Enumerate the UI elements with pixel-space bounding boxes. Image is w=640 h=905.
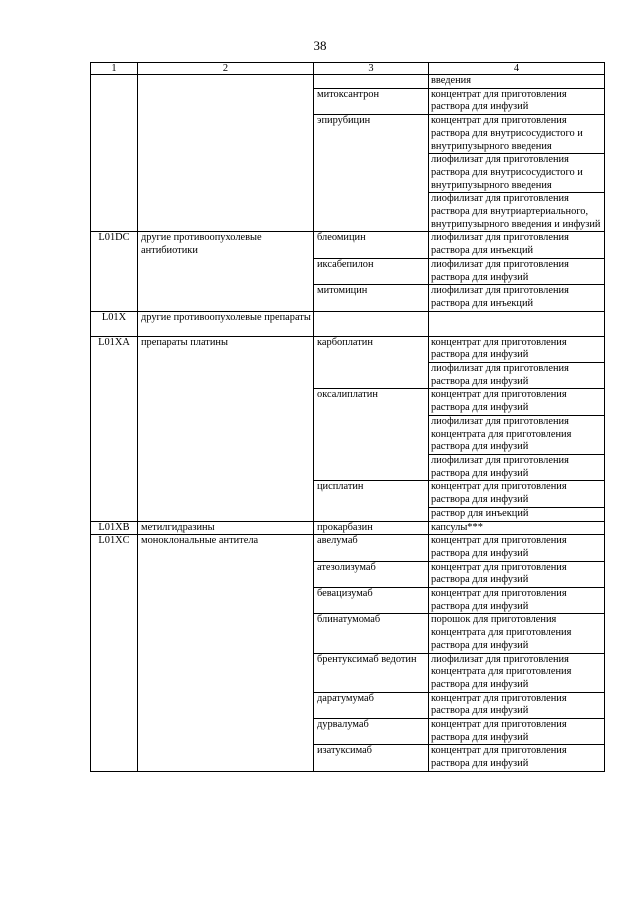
drug-name-cell: брентуксимаб ведотин xyxy=(314,653,429,692)
drug-table xyxy=(90,62,605,772)
dosage-form: лиофилизат для приготовления раствора для внутриартериального, внутрипузырного введения и инфузий xyxy=(429,192,604,231)
table-row xyxy=(91,75,605,89)
group-name-cell: метилгидразины xyxy=(138,521,314,535)
atc-code-cell: L01XA xyxy=(91,336,138,521)
drug-name-cell: блеомицин xyxy=(314,232,429,258)
dosage-form-cell xyxy=(429,719,605,745)
drug-name-cell: иксабепилон xyxy=(314,258,429,284)
drug-name-cell: атезолизумаб xyxy=(314,561,429,587)
page-number: 38 xyxy=(313,38,327,53)
table-row xyxy=(91,232,605,258)
dosage-form: концентрат для приготовления раствора для инфузий xyxy=(431,561,567,586)
column-header: 1 xyxy=(91,63,138,75)
dosage-form-cell xyxy=(429,588,605,614)
drug-name-cell: авелумаб xyxy=(314,535,429,561)
drug-name-cell xyxy=(314,75,429,89)
dosage-form: концентрат для приготовления раствора для инфузий xyxy=(431,745,567,770)
drug-name-cell: митомицин xyxy=(314,285,429,311)
dosage-form: лиофилизат для приготовления концентрата для приготовления раствора для инфузий xyxy=(429,415,604,454)
drug-name-cell: оксалиплатин xyxy=(314,389,429,481)
drug-name-cell: эпирубицин xyxy=(314,115,429,232)
group-name-cell: другие противоопухолевые препараты xyxy=(138,311,314,336)
table-body xyxy=(91,75,605,772)
dosage-form-cell xyxy=(429,258,605,284)
group-name-cell xyxy=(138,75,314,232)
dosage-form: раствор для инъекций xyxy=(429,507,604,521)
dosage-form: введения xyxy=(431,75,472,86)
dosage-form-cell xyxy=(429,745,605,771)
drug-name-cell: прокарбазин xyxy=(314,521,429,535)
dosage-form-cell xyxy=(429,75,605,89)
drug-name-cell xyxy=(314,311,429,336)
atc-code-cell: L01XB xyxy=(91,521,138,535)
dosage-form-cell xyxy=(429,232,605,258)
atc-code-cell: L01XC xyxy=(91,535,138,772)
dosage-form: лиофилизат для приготовления раствора для инфузий xyxy=(429,454,604,480)
group-name-cell: препараты платины xyxy=(138,336,314,521)
dosage-form: концентрат для приготовления раствора для инфузий xyxy=(431,719,567,743)
dosage-form: лиофилизат для приготовления концентрата для приготовления раствора для инфузий xyxy=(431,653,572,690)
dosage-form-cell xyxy=(429,311,605,336)
dosage-form: концентрат для приготовления раствора для инфузий xyxy=(431,535,567,559)
dosage-form: лиофилизат для приготовления раствора для внутрисосудистого и внутрипузырного введения xyxy=(429,153,604,192)
dosage-form-cell xyxy=(429,88,605,114)
dosage-form-cell xyxy=(429,115,605,232)
dosage-form: лиофилизат для приготовления раствора для инъекций xyxy=(431,285,569,309)
drug-name-cell: бевацизумаб xyxy=(314,588,429,614)
table-row xyxy=(91,535,605,561)
dosage-form: концентрат для приготовления раствора для инфузий xyxy=(431,389,567,414)
atc-code-cell: L01DC xyxy=(91,232,138,311)
dosage-form: концентрат для приготовления раствора для инфузий xyxy=(431,588,567,612)
table-row xyxy=(91,311,605,336)
dosage-form-cell xyxy=(429,561,605,587)
drug-name-cell: цисплатин xyxy=(314,481,429,521)
group-name-cell: другие противоопухолевые антибиотики xyxy=(138,232,314,311)
drug-name-cell: карбоплатин xyxy=(314,336,429,389)
dosage-form-cell xyxy=(429,389,605,481)
atc-code-cell xyxy=(91,75,138,232)
dosage-form: порошок для приготовления концентрата для приготовления раствора для инфузий xyxy=(431,614,572,651)
dosage-form-cell xyxy=(429,614,605,653)
dosage-form-cell xyxy=(429,521,605,535)
dosage-form: лиофилизат для приготовления раствора для инфузий xyxy=(429,362,604,388)
dosage-form-cell xyxy=(429,481,605,521)
header-row xyxy=(91,63,605,75)
dosage-form: концентрат для приготовления раствора для инфузий xyxy=(431,336,567,361)
drug-name-cell: блинатумомаб xyxy=(314,614,429,653)
dosage-form: капсулы*** xyxy=(431,521,483,533)
drug-name-cell: даратумумаб xyxy=(314,692,429,718)
column-header: 3 xyxy=(314,63,429,75)
dosage-form-cell xyxy=(429,285,605,311)
dosage-form: лиофилизат для приготовления раствора для инъекций xyxy=(431,232,569,257)
table-row xyxy=(91,521,605,535)
atc-code-cell: L01X xyxy=(91,311,138,336)
dosage-form-cell xyxy=(429,336,605,389)
dosage-form xyxy=(429,312,604,336)
drug-name-cell: митоксантрон xyxy=(314,88,429,114)
drug-name-cell: изатуксимаб xyxy=(314,745,429,771)
table-row xyxy=(91,336,605,389)
dosage-form-cell xyxy=(429,653,605,692)
dosage-form: лиофилизат для приготовления раствора для инфузий xyxy=(431,258,569,283)
dosage-form: концентрат для приготовления раствора для инфузий xyxy=(431,88,567,113)
column-header: 2 xyxy=(138,63,314,75)
dosage-form-cell xyxy=(429,535,605,561)
dosage-form: концентрат для приготовления раствора для внутрисосудистого и внутрипузырного введения xyxy=(431,115,583,152)
dosage-form: концентрат для приготовления раствора для инфузий xyxy=(431,481,567,506)
drug-name-cell: дурвалумаб xyxy=(314,719,429,745)
group-name-cell: моноклональные антитела xyxy=(138,535,314,772)
dosage-form: концентрат для приготовления раствора для инфузий xyxy=(431,692,567,717)
dosage-form-cell xyxy=(429,692,605,718)
column-header: 4 xyxy=(429,63,605,75)
